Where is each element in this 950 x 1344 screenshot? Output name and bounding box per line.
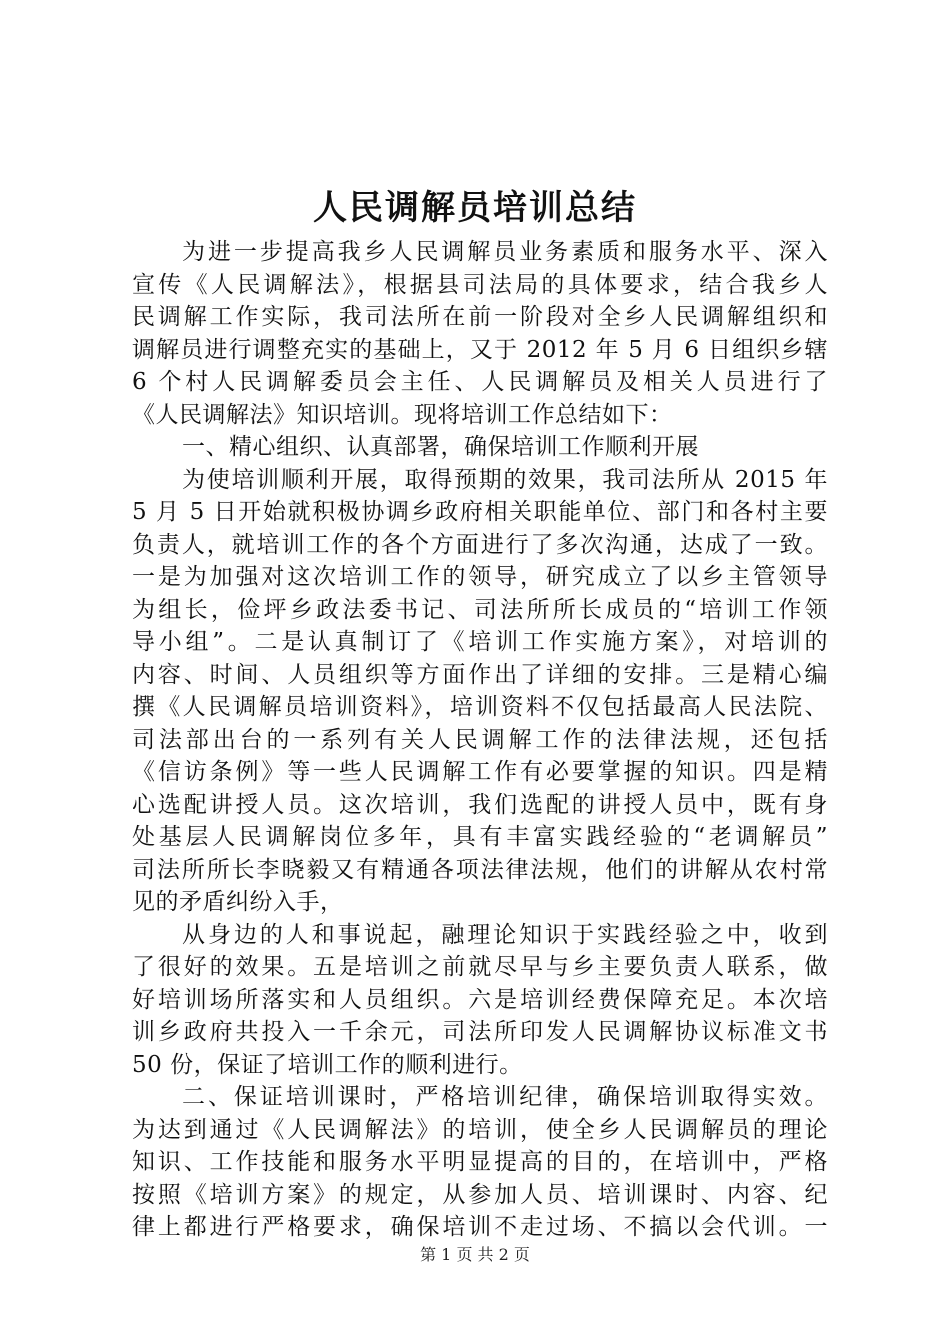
- text-line: 训乡政府共投入一千余元，司法所印发人民调解协议标准文书: [132, 1019, 828, 1045]
- text-line: 《人民调解法》知识培训。现将培训工作总结如下：: [132, 401, 673, 428]
- text-line: 按照《培训方案》的规定，从参加人员、培训课时、内容、纪: [132, 1181, 828, 1208]
- text-line: 律上都进行严格要求，确保培训不走过场、不搞以会代训。一: [132, 1214, 828, 1240]
- text-line: 为使培训顺利开展，取得预期的效果，我司法所从 2015 年: [182, 466, 828, 493]
- text-line: 心选配讲授人员。这次培训，我们选配的讲授人员中，既有身: [132, 791, 828, 818]
- text-line: 为达到通过《人民调解法》的培训，使全乡人民调解员的理论: [132, 1116, 828, 1143]
- section-heading-2: 二、保证培训课时，严格培训纪律，确保培训取得实效。: [182, 1084, 828, 1110]
- text-line: 撰《人民调解员培训资料》，培训资料不仅包括最高人民法院、: [132, 694, 828, 720]
- document-title: 人民调解员培训总结: [313, 188, 637, 228]
- text-line: 为组长，俭坪乡政法委书记、司法所所长成员的“培训工作领: [132, 596, 828, 623]
- text-line: 《信访条例》等一些人民调解工作有必要掌握的知识。四是精: [132, 759, 828, 785]
- document-body: [132, 236, 828, 1244]
- text-line: 见的矛盾纠纷入手，: [132, 889, 344, 915]
- text-line: 处基层人民调解岗位多年，具有丰富实践经验的“老调解员”: [132, 824, 828, 850]
- text-line: 司法部出台的一系列有关人民调解工作的法律法规，还包括: [132, 726, 828, 753]
- text-line: 内容、时间、人员组织等方面作出了详细的安排。三是精心编: [132, 661, 828, 688]
- section-heading-1: 一、精心组织、认真部署，确保培训工作顺利开展: [182, 434, 699, 460]
- text-line: 好培训场所落实和人员组织。六是培训经费保障充足。本次培: [132, 986, 828, 1013]
- text-line: 为进一步提高我乡人民调解员业务素质和服务水平、深入: [182, 239, 828, 265]
- text-line: 司法所所长李晓毅又有精通各项法律法规，他们的讲解从农村常: [132, 856, 828, 883]
- text-line: 导小组”。二是认真制订了《培训工作实施方案》，对培训的: [132, 629, 828, 655]
- text-line: 调解员进行调整充实的基础上，又于 2012 年 5 月 6 日组织乡辖: [132, 336, 828, 363]
- text-line: 负责人，就培训工作的各个方面进行了多次沟通，达成了一致。: [132, 531, 828, 558]
- page-number-footer: 第 1 页 共 2 页: [420, 1245, 530, 1264]
- text-line: 一是为加强对这次培训工作的领导，研究成立了以乡主管领导: [132, 564, 828, 590]
- text-line: 宣传《人民调解法》，根据县司法局的具体要求，结合我乡人: [132, 271, 828, 298]
- text-line: 知识、工作技能和服务水平明显提高的目的，在培训中，严格: [132, 1149, 828, 1175]
- text-line: 从身边的人和事说起，融理论知识于实践经验之中，收到: [182, 921, 828, 948]
- text-line: 了很好的效果。五是培训之前就尽早与乡主要负责人联系，做: [132, 954, 828, 980]
- text-line: 5 月 5 日开始就积极协调乡政府相关职能单位、部门和各村主要: [132, 499, 828, 525]
- text-line: 50 份，保证了培训工作的顺利进行。: [132, 1051, 523, 1078]
- text-line: 6 个村人民调解委员会主任、人民调解员及相关人员进行了: [132, 369, 828, 395]
- text-line: 民调解工作实际，我司法所在前一阶段对全乡人民调解组织和: [132, 304, 828, 330]
